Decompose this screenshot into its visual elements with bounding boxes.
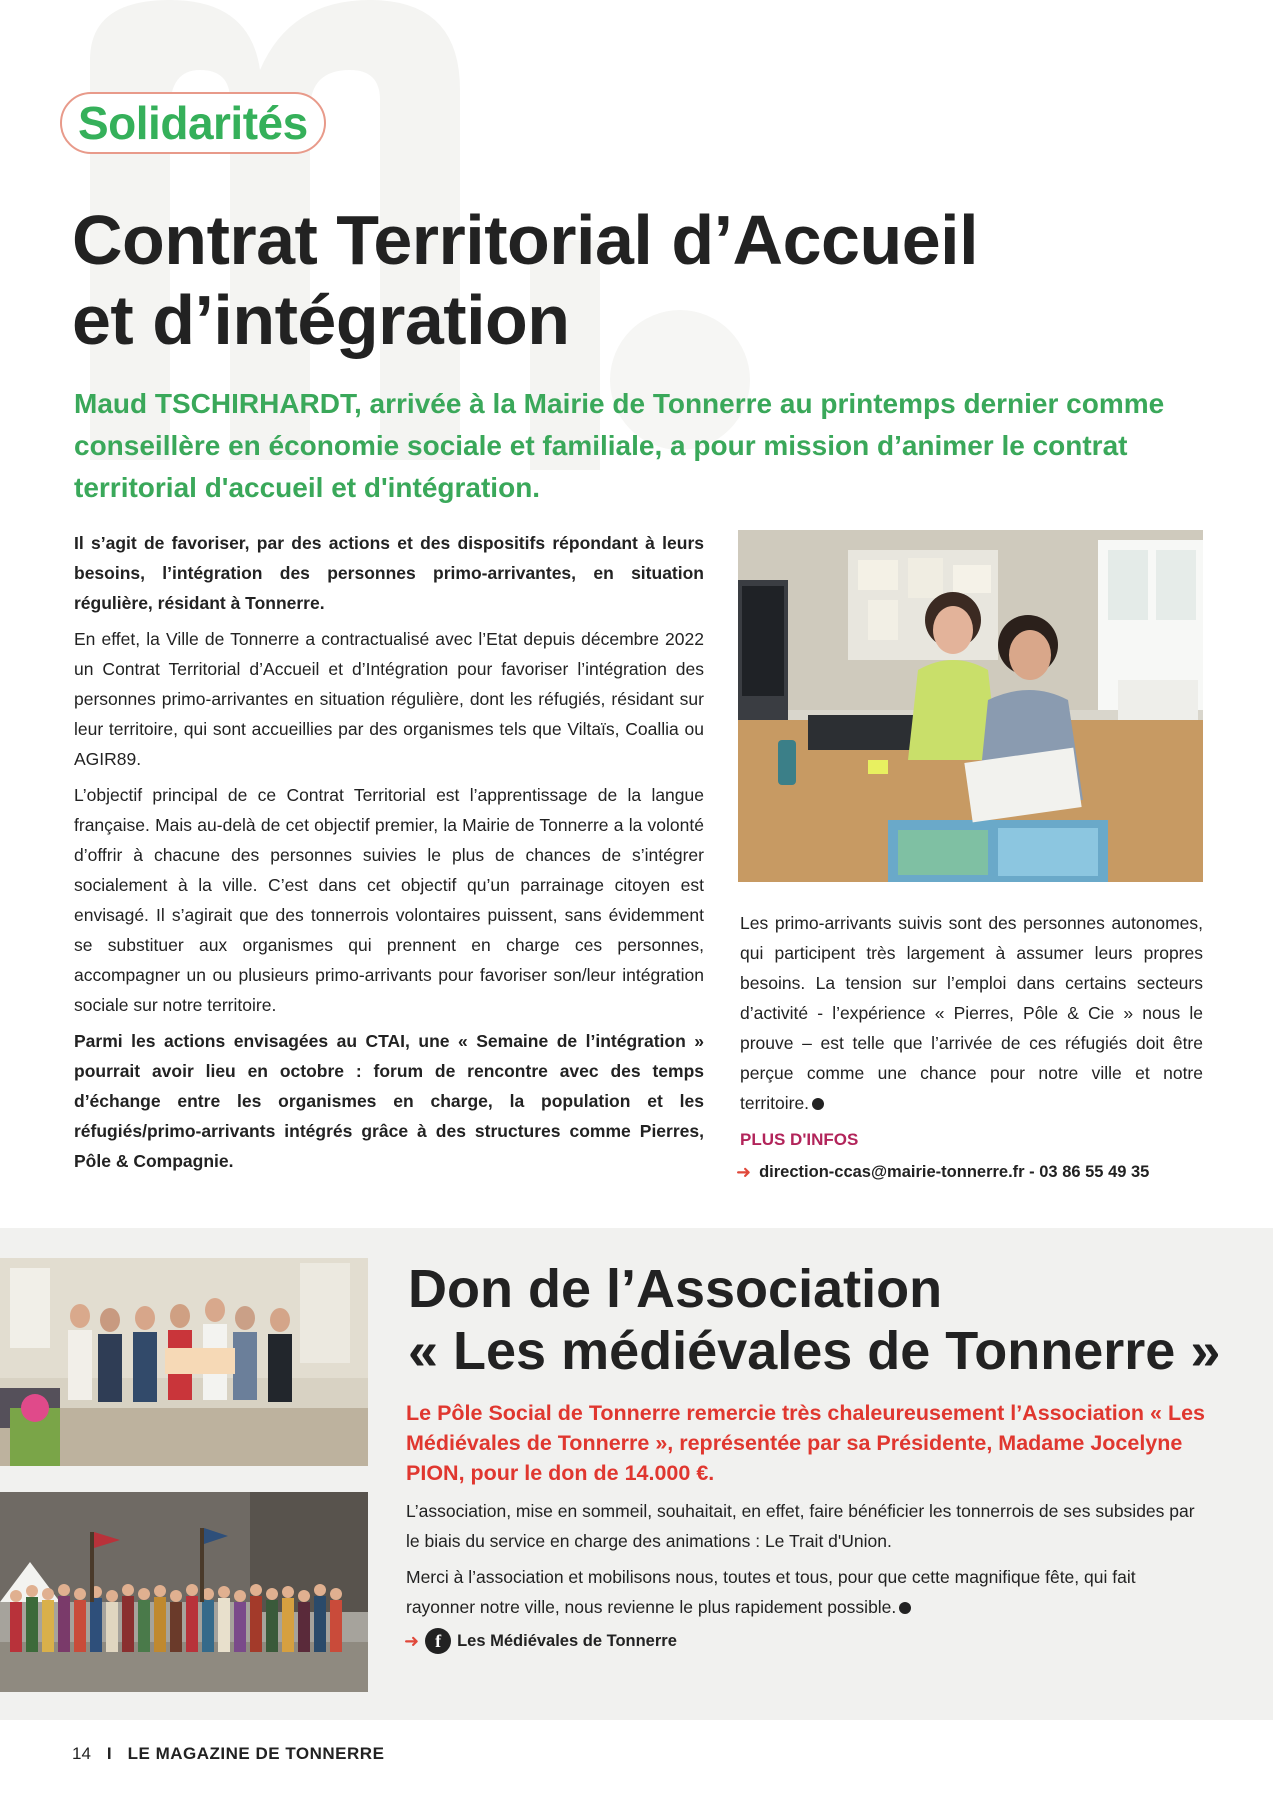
- office-photo: [738, 530, 1203, 882]
- right-paragraph: Les primo-arrivants suivis sont des personnes autonomes, qui participent très largement à assumer leurs propres besoins. La tension sur l’emploi dans certains secteurs d’activité - l’expérience « Pierres, Pôle & Cie » nous le prouve – est telle que l’arrivée de ces réfugiés doit être perçue comme une chance pour notre ville et notre territoire.: [740, 913, 1203, 1113]
- body-paragraph: Il s’agit de favoriser, par des actions et des dispositifs répondant à leurs besoins, l’intégration des personnes primo-arrivantes, en situation régulière, résidant à Tonnerre.: [74, 533, 704, 613]
- title-line-2-prefix: et d’: [72, 281, 214, 359]
- title-line-1: Contrat Territorial d’Accueil: [72, 201, 979, 279]
- page-footer: [72, 1744, 384, 1764]
- title-line-2-bold: intégration: [213, 281, 570, 359]
- article-title: [72, 200, 978, 360]
- section-badge: [60, 92, 326, 154]
- facebook-label: Les Médiévales de Tonnerre: [457, 1631, 677, 1650]
- arrow-right-icon: ➜: [404, 1630, 420, 1651]
- more-info-title: PLUS D'INFOS: [740, 1130, 859, 1149]
- article-body-right: [740, 908, 1203, 1118]
- end-of-article-icon: [899, 1602, 911, 1614]
- article-2-paragraph: L’association, mise en sommeil, souhaitait, en effet, faire bénéficier les tonnerrois de ses subsides par le biais du service en charge des animations : Le Trait d'Union.: [406, 1501, 1195, 1551]
- article-2-title-line-2: « Les médiévales de Tonnerre »: [408, 1321, 1221, 1381]
- body-paragraph: En effet, la Ville de Tonnerre a contractualisé avec l’Etat depuis décembre 2022 un Contrat Territorial d’Accueil et d’Intégration pour favoriser l’intégration des personnes primo-arrivantes en situation régulière, dont les réfugiés, résidant sur leur territoire, qui sont accueillies par des organismes tels que Viltaïs, Coallia ou AGIR89.: [74, 629, 704, 769]
- footer-separator: I: [106, 1744, 112, 1763]
- body-paragraph: L’objectif principal de ce Contrat Territorial est l’apprentissage de la langue française. Mais au-delà de cet objectif premier, la Mairie de Tonnerre a la volonté d’offrir à chacune des personnes suivies le plus de chances de s’intégrer socialement à la ville. C’est dans cet objectif qu’un parrainage citoyen est envisagé. Il s’agirait que des tonnerrois volontaires puissent, sans évidemment se substituer aux organismes qui prennent en charge ces personnes, accompagner un ou plusieurs primo-arrivants pour favoriser son/leur intégration sociale sur notre territoire.: [74, 785, 704, 1015]
- page-number: 14: [72, 1744, 91, 1763]
- medieval-festival-photo: [0, 1492, 368, 1692]
- article-2-lead: Le Pôle Social de Tonnerre remercie très chaleureusement l’Association « Les Médiévales de Tonnerre », représentée par sa Présidente, Madame Jocelyne PION, pour le don de 14.000 €.: [406, 1401, 1205, 1485]
- article-2-title-line-1: Don de l’Association: [408, 1259, 943, 1319]
- more-info-contact: [736, 1162, 1149, 1183]
- arrow-right-icon: ➜: [736, 1162, 752, 1182]
- donation-ceremony-photo: [0, 1258, 368, 1466]
- article-2-paragraph-with-end: [406, 1562, 1206, 1622]
- facebook-icon: f: [425, 1628, 451, 1654]
- section-label: Solidarités: [78, 97, 308, 149]
- article-2-paragraph: Merci à l’association et mobilisons nous, toutes et tous, pour que cette magnifique fête, qui fait rayonner notre ville, nous revienne le plus rapidement possible.: [406, 1567, 1136, 1617]
- article-2-title: [408, 1258, 1220, 1382]
- body-paragraph: Parmi les actions envisagées au CTAI, une « Semaine de l’intégration » pourrait avoir lieu en octobre : forum de rencontre avec des temps d’échange entre les organismes en charge, la population et les réfugiés/primo-arrivants intégrés grâce à des structures comme Pierres, Pôle & Compagnie.: [74, 1031, 704, 1171]
- article-2-body: [406, 1496, 1206, 1628]
- article-body-left: [74, 528, 704, 1182]
- magazine-name: LE MAGAZINE DE TONNERRE: [127, 1744, 385, 1763]
- facebook-link[interactable]: [404, 1628, 677, 1654]
- contact-text: direction-ccas@mairie-tonnerre.fr - 03 86 55 49 35: [759, 1163, 1150, 1181]
- end-of-article-icon: [812, 1098, 824, 1110]
- article-lead: Maud TSCHIRHARDT, arrivée à la Mairie de Tonnerre au printemps dernier comme conseillère en économie sociale et familiale, a pour mission d’animer le contrat territorial d'accueil et d'intégration.: [74, 388, 1165, 503]
